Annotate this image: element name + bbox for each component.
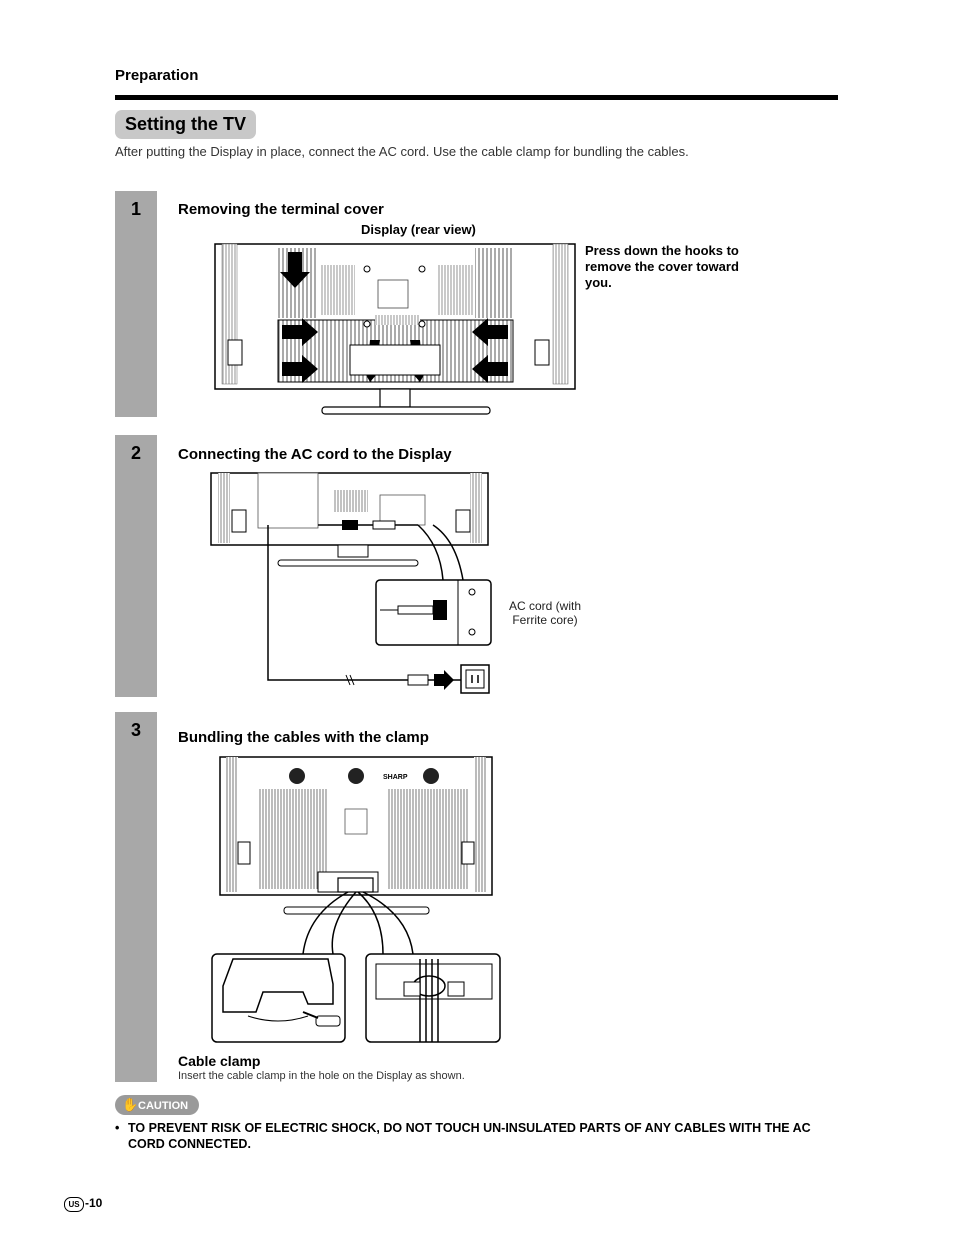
bullet: • bbox=[115, 1121, 120, 1135]
step-1-heading: Removing the terminal cover bbox=[178, 201, 384, 218]
step-3-heading: Bundling the cables with the clamp bbox=[178, 729, 429, 746]
step-1-bar bbox=[115, 191, 157, 417]
step-2-heading: Connecting the AC cord to the Display bbox=[178, 446, 452, 463]
intro-text: After putting the Display in place, connect the AC cord. Use the cable clamp for bundling the cables. bbox=[115, 144, 689, 159]
step-3-number: 3 bbox=[130, 720, 141, 740]
press-hooks-note: Press down the hooks to remove the cover toward you. bbox=[585, 243, 739, 290]
step-1-number: 1 bbox=[130, 199, 141, 219]
tv-rear-view-illustration bbox=[210, 240, 580, 420]
brand-logo: SHARP bbox=[383, 774, 408, 781]
clamp-title: Cable clamp bbox=[178, 1053, 261, 1069]
header-rule bbox=[115, 95, 838, 100]
step-3-bar bbox=[115, 712, 157, 1082]
section-label: Preparation bbox=[115, 67, 199, 84]
page-number: -10 bbox=[85, 1196, 103, 1210]
ac-cord-connection-illustration bbox=[208, 470, 498, 700]
caution-label: CAUTION bbox=[138, 1100, 189, 1112]
step-2-bar bbox=[115, 435, 157, 697]
clamp-description: Insert the cable clamp in the hole on the Display as shown. bbox=[178, 1070, 465, 1082]
caution-badge bbox=[115, 1095, 199, 1115]
page-title: Setting the TV bbox=[115, 110, 256, 139]
ac-cord-callout: AC cord (with Ferrite core) bbox=[508, 599, 582, 627]
caution-warning bbox=[115, 1120, 845, 1152]
step-2-number: 2 bbox=[130, 443, 141, 463]
rear-view-caption: Display (rear view) bbox=[361, 222, 476, 237]
hand-icon: ✋ bbox=[122, 1097, 139, 1112]
caution-text: TO PREVENT RISK OF ELECTRIC SHOCK, DO NOT TOUCH UN-INSULATED PARTS OF ANY CABLES WITH THE AC CORD CONNECTED. bbox=[128, 1121, 811, 1151]
region-badge: US bbox=[64, 1197, 84, 1212]
cable-clamp-illustration bbox=[208, 754, 508, 1049]
